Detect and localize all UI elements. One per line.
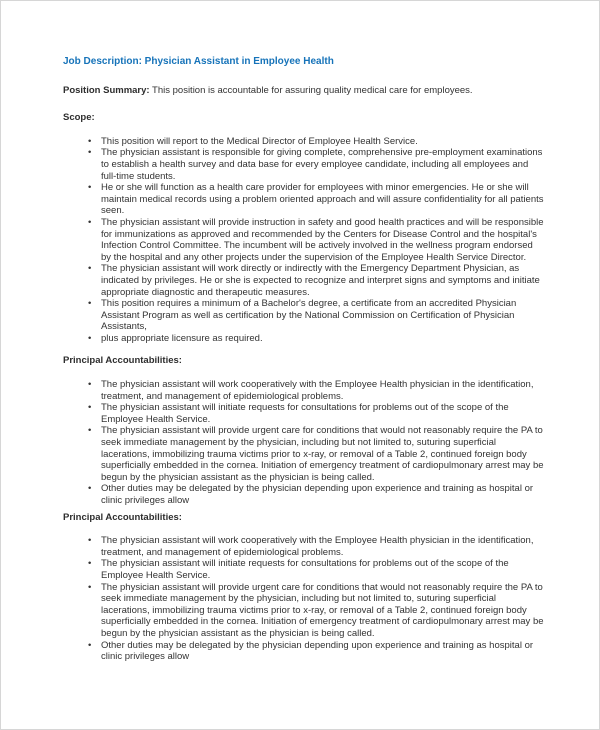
bullet-item: • The physician assistant will provide urgent care for conditions that would not reasonably require the PA to seek immediate management by the physician, including but not limited to, suturing superficial lacerations, immobilizing trauma victims prior to x-ray, or removal of a Table 2, continued foreign body superficially embedded in the cornea. Initiation of emergency treatment of cardiopulmonary arrest may be begun by the physician assistant as the physician is being called. (101, 582, 544, 640)
bullet-item: • plus appropriate licensure as required. (101, 333, 544, 345)
position-summary-text: This position is accountable for assuring quality medical care for employees. (152, 84, 473, 96)
principal-accountabilities-bullet-list-2 (63, 535, 544, 663)
bullet-item: • Other duties may be delegated by the physician depending upon experience and training as hospital or clinic privileges allow (101, 483, 544, 506)
bullet-item: • The physician assistant will provide instruction in safety and good health practices and will be responsible for immunizations as approved and recommended by the Centers for Disease Control and the hospital's Infection Control Committee. The incumbent will be actively involved in the wellness program endorsed by the hospital and any other projects under the supervision of the Employee Health Service Director. (101, 217, 544, 263)
bullet-item: • The physician assistant will initiate requests for consultations for problems out of the scope of the Employee Health Service. (101, 558, 544, 581)
bullet-item: • This position requires a minimum of a Bachelor's degree, a certificate from an accredited Physician Assistant Program as well as certification by the National Commission on Certification of Physician Assistants, (101, 298, 544, 333)
section-heading-principal-accountabilities-2: Principal Accountabilities: (63, 511, 182, 523)
bullet-item: • He or she will function as a health care provider for employees with minor emergencies. He or she will maintain medical records using a problem oriented approach and will assure confidentiality for all patients seen. (101, 182, 544, 217)
principal-accountabilities-bullet-list-1 (63, 379, 544, 507)
position-summary-label: Position Summary: (63, 84, 150, 96)
bullet-item: • The physician assistant is responsible for giving complete, comprehensive pre-employment examinations to establish a health survey and data base for every employee candidate, including all employees and full-time students. (101, 147, 544, 182)
bullet-item: • The physician assistant will provide urgent care for conditions that would not reasonably require the PA to seek immediate management by the physician, including but not limited to, suturing superficial lacerations, immobilizing trauma victims prior to x-ray, or removal of a Table 2, continued foreign body superficially embedded in the cornea. Initiation of emergency treatment of cardiopulmonary arrest may be begun by the physician assistant as the physician is being called. (101, 425, 544, 483)
position-summary (63, 85, 544, 97)
bullet-item: • Other duties may be delegated by the physician depending upon experience and training as hospital or clinic privileges allow (101, 640, 544, 663)
scope-bullet-list (63, 136, 544, 345)
document-title: Job Description: Physician Assistant in Employee Health (63, 56, 334, 67)
section-heading-principal-accountabilities-1: Principal Accountabilities: (63, 355, 182, 367)
bullet-item: • The physician assistant will work directly or indirectly with the Emergency Department Physician, as indicated by privileges. He or she is expected to recognize and interpret signs and symptoms and initiate appropriate diagnostic and therapeutic measures. (101, 263, 544, 298)
section-heading-scope: Scope: (63, 112, 95, 124)
bullet-item: • This position will report to the Medical Director of Employee Health Service. (101, 136, 544, 148)
bullet-item: • The physician assistant will work cooperatively with the Employee Health physician in the identification, treatment, and management of epidemiological problems. (101, 535, 544, 558)
bullet-item: • The physician assistant will initiate requests for consultations for problems out of the scope of the Employee Health Service. (101, 402, 544, 425)
bullet-item: • The physician assistant will work cooperatively with the Employee Health physician in the identification, treatment, and management of epidemiological problems. (101, 379, 544, 402)
